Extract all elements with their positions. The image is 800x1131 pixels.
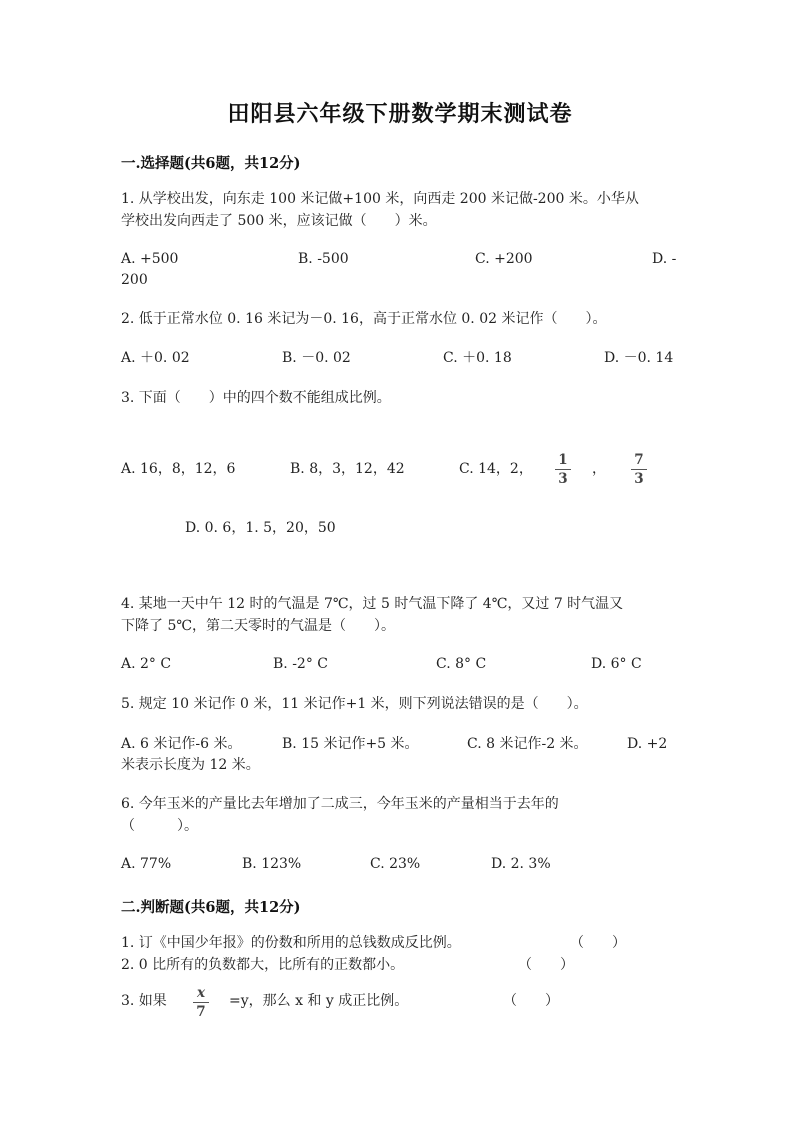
fraction-denominator: 3 bbox=[558, 471, 568, 487]
question-3-option-d: D. 0. 6，1. 5，20，50 bbox=[185, 520, 336, 536]
fraction-numerator: 1 bbox=[558, 452, 568, 468]
question-3-option-a: A. 16，8，12，6 bbox=[121, 461, 236, 477]
question-3-separator: ， bbox=[592, 461, 606, 477]
fraction-bar bbox=[555, 469, 571, 470]
question-4-option-c: C. 8° C bbox=[436, 656, 487, 672]
section-heading-choice: 一.选择题(共6题，共12分) bbox=[121, 155, 301, 172]
question-6-line-1: 6. 今年玉米的产量比去年增加了二成三，今年玉米的产量相当于去年的 bbox=[121, 796, 559, 812]
question-1-option-d: D. - bbox=[652, 251, 677, 267]
judgment-2-text: 2. 0 比所有的负数都大，比所有的正数都小。 bbox=[121, 957, 405, 973]
judgment-3-bracket: （ ） bbox=[503, 993, 559, 1009]
question-6-option-d: D. 2. 3% bbox=[491, 856, 551, 872]
question-4-option-a: A. 2° C bbox=[121, 656, 172, 672]
question-4-line-1: 4. 某地一天中午 12 时的气温是 7℃，过 5 时气温下降了 4℃，又过 7 时气温又 bbox=[121, 596, 624, 612]
question-3-text: 3. 下面（ ）中的四个数不能组成比例。 bbox=[121, 390, 391, 406]
judgment-1-bracket: （ ） bbox=[570, 935, 626, 951]
question-4-line-2: 下降了 5℃，第二天零时的气温是（ ）。 bbox=[121, 618, 396, 634]
question-6-option-b: B. 123% bbox=[242, 856, 302, 872]
question-2-text: 2. 低于正常水位 0. 16 米记为－0. 16，高于正常水位 0. 02 米记作（ ）。 bbox=[121, 311, 607, 327]
question-1-option-a: A. +500 bbox=[121, 251, 179, 267]
question-3-fraction-seven-thirds bbox=[630, 452, 648, 487]
fraction-numerator: x bbox=[196, 985, 206, 1001]
question-5-option-d: D. +2 bbox=[627, 736, 668, 752]
fraction-bar bbox=[193, 1002, 209, 1003]
question-2-option-d: D. －0. 14 bbox=[604, 350, 674, 366]
judgment-3-prefix: 3. 如果 bbox=[121, 993, 167, 1009]
question-4-option-b: B. -2° C bbox=[273, 656, 328, 672]
question-3-option-b: B. 8，3，12，42 bbox=[290, 461, 405, 477]
question-1-line-1: 1. 从学校出发，向东走 100 米记做+100 米，向西走 200 米记做-200 米。小华从 bbox=[121, 191, 639, 207]
question-5-option-a: A. 6 米记作-6 米。 bbox=[121, 736, 242, 752]
page-title: 田阳县六年级下册数学期末测试卷 bbox=[227, 101, 573, 127]
fraction-bar bbox=[631, 469, 647, 470]
fraction-denominator: 7 bbox=[196, 1004, 206, 1020]
question-1-option-d-cont: 200 bbox=[121, 272, 148, 288]
judgment-3-text: =y，那么 x 和 y 成正比例。 bbox=[229, 993, 409, 1009]
section-heading-judgment: 二.判断题(共6题，共12分) bbox=[121, 899, 301, 916]
fraction-numerator: 7 bbox=[634, 452, 644, 468]
question-2-option-b: B. －0. 02 bbox=[282, 350, 351, 366]
question-2-option-c: C. ＋0. 18 bbox=[443, 350, 512, 366]
question-2-option-a: A. ＋0. 02 bbox=[121, 350, 190, 366]
question-1-option-c: C. +200 bbox=[475, 251, 533, 267]
question-5-option-c: C. 8 米记作-2 米。 bbox=[467, 736, 588, 752]
question-6-line-2: （ ）。 bbox=[121, 818, 198, 834]
judgment-1-text: 1. 订《中国少年报》的份数和所用的总钱数成反比例。 bbox=[121, 935, 461, 951]
question-1-line-2: 学校出发向西走了 500 米，应该记做（ ）米。 bbox=[121, 213, 437, 229]
question-6-option-a: A. 77% bbox=[121, 856, 172, 872]
question-3-fraction-one-third bbox=[554, 452, 572, 487]
judgment-3-fraction-x-over-7 bbox=[192, 985, 210, 1020]
question-6-option-c: C. 23% bbox=[370, 856, 421, 872]
question-5-text: 5. 规定 10 米记作 0 米，11 米记作+1 米，则下列说法错误的是（ ）。 bbox=[121, 696, 588, 712]
question-1-option-b: B. -500 bbox=[298, 251, 349, 267]
question-5-option-d-cont: 米表示长度为 12 米。 bbox=[121, 757, 260, 773]
question-4-option-d: D. 6° C bbox=[591, 656, 642, 672]
fraction-denominator: 3 bbox=[634, 471, 644, 487]
judgment-2-bracket: （ ） bbox=[518, 957, 574, 973]
question-3-option-c: C. 14，2， bbox=[459, 461, 533, 477]
question-5-option-b: B. 15 米记作+5 米。 bbox=[282, 736, 419, 752]
